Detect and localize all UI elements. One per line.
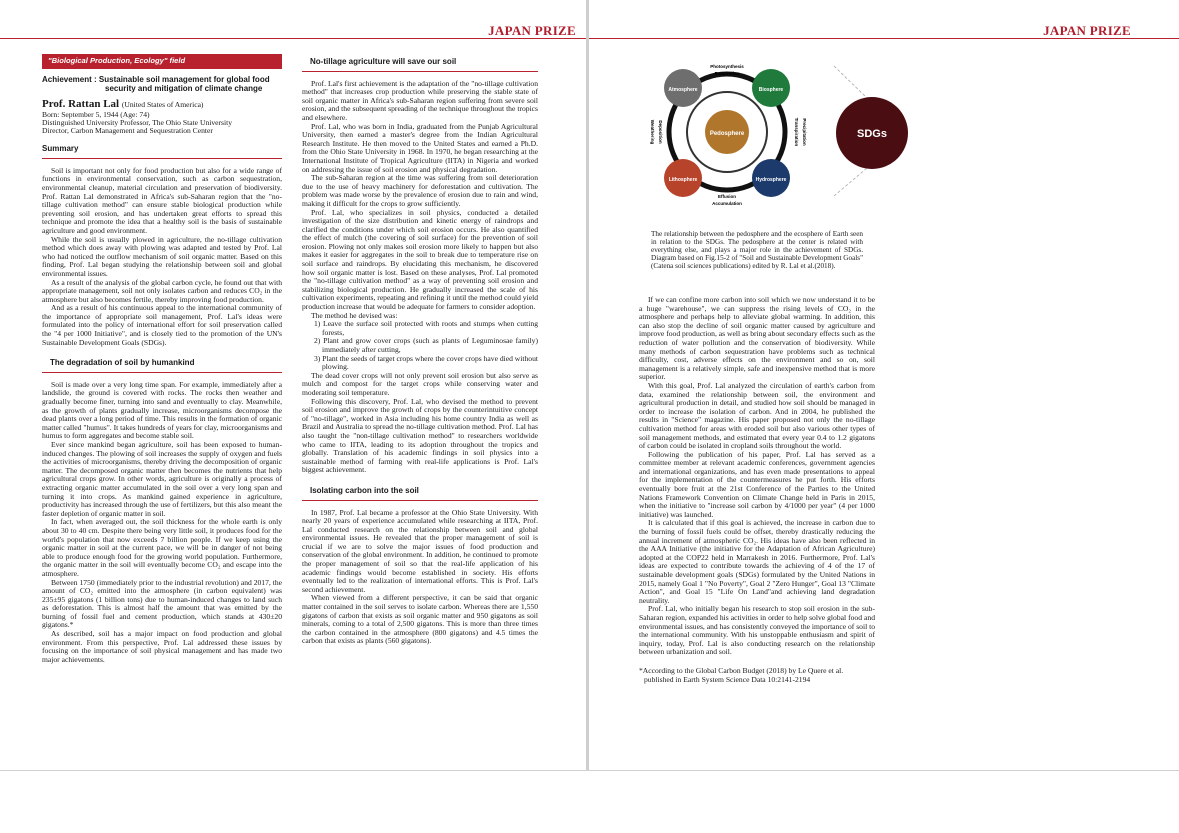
cycle-label-right-1: Transpiration	[794, 117, 799, 147]
summary-heading: Summary	[42, 141, 282, 159]
notillage-paragraph: Prof. Lal, who specializes in soil physics, conducted a detailed investigation of the size distribution and kinetic energy of raindrops and clarified the conditions under which soil erosion occurs. He also quantified the effect of mulch (the covering of soil surface) for the prevention of soil erosion. Plowing not only makes soil erosion more likely to happen but also makes it easier for aggregates in the soil to break due to temperature rise on soil surface and raindrops. By elucidating this mechanism, he discovered how soil organic matter is lost. Based on these analyses, Prof. Lal promoted the "no-tillage cultivation method" as a way of preventing soil erosion and stabilizing biological production. He gradually increased the scale of his cultivation experiments, repeating and refining it until the method could yield production increase that would be adequate for farmers to consider adoption.	[302, 207, 538, 312]
method-list	[302, 320, 538, 372]
laureate-info	[42, 111, 282, 136]
notillage-paragraph: The method he devised was:	[311, 310, 398, 320]
field-label: "Biological Production, Ecology" field	[42, 54, 282, 69]
cycle-label-left-2: Weathering	[650, 119, 655, 145]
notillage-paragraph: The dead cover crops will not only prevent soil erosion but also serve as mulch and compost for the target crops while conserving water and moderating soil temperature.	[302, 370, 538, 397]
right-column-1	[639, 296, 875, 684]
biosphere-label: Biosphere	[758, 87, 784, 93]
brand-logo-left: JAPAN PRIZE	[488, 23, 576, 38]
laureate-title-1: Distinguished University Professor, The Ohio State University	[42, 117, 233, 127]
laureate-born: Born: September 5, 1944 (Age: 74)	[42, 109, 150, 119]
list-item: 2) Plant and grow cover crops (such as plants of Leguminosae family) immediately after cutting,	[314, 336, 538, 354]
summary-paragraph: As a result of the analysis of the global carbon cycle, he found out that with appropriate management, soil not only isolates carbon and reduces CO₂ in the atmosphere but also becomes fertile, thereby improving food production.	[42, 277, 282, 304]
cycle-label-left-1: Deposition	[658, 120, 663, 144]
list-item: 1) Leave the surface soil protected with roots and stumps when cutting forests,	[314, 319, 538, 337]
notillage-paragraph: Following this discovery, Prof. Lal, who devised the method to prevent soil erosion and improve the growth of crops by the counterintuitive concept of "no-tillage", worked in Asia including his home country India as well as Brazil and Australia to spread the no-tillage cultivation method. Prof. Lal has also taught the "non-tillage cultivation method" to researchers worldwide who came to IITA, leading to its adoption throughout the tropics and globally. Translation of his academic findings in soil physics into a sustainable method of farming with real-life applications is Prof. Lal's biggest achievement.	[302, 396, 538, 475]
degradation-paragraph: Between 1750 (immediately prior to the industrial revolution) and 2017, the amount of CO₂ emitted into the atmosphere (in carbon equivalent) was 235±95 gigatons (1 billion tons) due to human-induced changes to land such as deforestation. This is almost half the amount that was emitted by the burning of fossil fuel and cement production, which stands at 430±20 gigatons.*	[42, 577, 282, 630]
laureate-name-text: Prof. Rattan Lal	[42, 97, 120, 110]
isolating-paragraph: If we can confine more carbon into soil which we now understand it to be a huge "warehouse", we can suppress the rising levels of CO₂ in the atmosphere and perhaps help to alleviate global warming. In addition, this can also stop the decline of soil organic matter caused by agriculture and improve food production, as well as bring about secondary effects such as the reduction of water pollution and the conservation of biodiversity. While many methods of carbon sequestration have problems such as technical difficulty, cost, adverse effects on the environment and so on, soil management is a relatively simple, safe and inexpensive method that is more superior.	[639, 295, 875, 382]
summary-paragraph: And as a result of his continuous appeal to the international community of the importance of appropriate soil management, Prof. Lal's ideas were formulated into the policy of international effort for soil preservation called the "4 per 1000 Initiative", and is closely tied to the promotion of the UN's Sustainable Development Goals (SDGs).	[42, 303, 282, 347]
isolating-paragraph: It is calculated that if this goal is achieved, the increase in carbon due to the burning of fossil fuels could be offset, thereby drastically reducing the annual increment of atmospheric CO₂. His ideas have also been reflected in the AAA Initiative (the initiative for the Adaptation of African Agriculture) adopted at the COP22 held in Marrakesh in 2016. Furthermore, Prof. Lal's ideas are expected to contribute towards the achieving of 4 of the 17 of sustainable development goals (SDGs) formulated by the United Nations in 2015, namely Goal 1 "No Poverty", Goal 2 "Zero Hunger", Goal 13 "Climate Action", and Goal 15 "Life On Land"and achieving land degradation neutrality.	[639, 518, 875, 605]
diagram-caption: The relationship between the pedosphere and the ecosphere of Earth seen in relation to the SDGs. The pedosphere at the center is related with everything else, and plays a major role in the achievement of SDGs. Diagram based on Fig.15-2 of "Soil and Sustainable Development Goals" (Catena soil sciences publications) edited by R. Lal et al.(2018).	[651, 230, 863, 270]
cycle-label-top-1: Photosynthesis	[710, 64, 744, 69]
atmosphere-label: Atmosphere	[668, 87, 698, 93]
right-page	[589, 8, 1179, 770]
degradation-paragraph: Soil is made over a very long time span. For example, immediately after a landslide, the ground is covered with rocks. The rocks then weather and gradually become finer, turning into sand and eventually to clay. Meanwhile, as the growth of plants gradually increase, microorganisms decompose the dead plants over a long period of time. This results in the formation of organic matter called "humus". It takes hundreds of years for clay, microorganisms and humus to form aggregates and become stable soil.	[42, 379, 282, 441]
notillage-heading: No-tillage agriculture will save our soil	[302, 54, 538, 72]
summary-paragraph: While the soil is usually plowed in agriculture, the no-tillage cultivation method which does away with plowing was adapted and tested by Prof. Lal who had noticed the outflow mechanism of soil organic matter. Based on this finding, Prof. Lal began studying the relationship between soil and global environmental issues.	[42, 234, 282, 278]
list-item: 3) Plant the seeds of target crops where the cover crops have died without plowing.	[314, 353, 539, 372]
notillage-paragraph: The sub-Saharan region at the time was suffering from soil deterioration due to the use of heavy machinery for deforestation and cultivation. The problem was made worse by the prevalence of erosion due to rain and wind, making it difficult for the crops to grow sufficiently.	[302, 173, 538, 208]
left-page	[0, 8, 586, 770]
footnote-line-2: published in Earth System Science Data 10:2141-2194	[644, 674, 811, 684]
degradation-heading: The degradation of soil by humankind	[42, 355, 282, 373]
cycle-label-bottom-2: Accumulation	[712, 201, 742, 206]
lithosphere-label: Lithosphere	[668, 177, 698, 183]
laureate-title-2: Director, Carbon Management and Sequestration Center	[42, 126, 213, 135]
isolating-heading: Isolating carbon into the soil	[302, 483, 538, 501]
summary-paragraph: Soil is important not only for food production but also for a wide range of functions in environmental conservation, such as carbon sequestration, environmental cleanup, material circulation and preservation of biodiversity. Prof. Rattan Lal demonstrated in Africa's sub-Saharan region that the "no-tillage cultivation method" can ensure stable biological production while preventing soil erosion, and has undertaken great efforts to spread this technique and promote the idea that a healthy soil is the basis of sustainable agriculture and good environment.	[42, 165, 282, 235]
brand-logo-right: JAPAN PRIZE	[1043, 23, 1131, 38]
cycle-label-bottom-1: Effusion	[718, 194, 736, 199]
notillage-paragraph: Prof. Lal's first achievement is the adaptation of the "no-tillage cultivation method" that increases crop production while preserving the stable state of soil organic matter in Africa's sub-Saharan region suffering from severe soil erosion, and the subsequent spreading of the technique throughout the tropics and elsewhere.	[302, 78, 538, 122]
footnote-line-1: *According to the Global Carbon Budget (2018) by Le Quere et al.	[639, 665, 844, 675]
pedosphere-diagram	[629, 38, 929, 228]
laureate-name	[42, 98, 282, 111]
hydrosphere-label: Hydrosphere	[755, 177, 787, 183]
notillage-paragraph: Prof. Lal, who was born in India, graduated from the Punjab Agricultural University, then earned a master's degree from the Indian Agricultural Research Institute. He then moved to the United States and earned a Ph.D. from the Ohio State University in 1968. In 1970, he began researching at the International Institute of Tropical Agriculture (IITA) in Nigeria and worked on addressing the issue of soil erosion and physical degradation.	[302, 121, 538, 174]
cycle-label-right-2: Precipitation	[802, 118, 807, 146]
achievement-heading	[42, 75, 282, 93]
laureate-country: (United States of America)	[121, 99, 204, 109]
degradation-paragraph: Ever since mankind began agriculture, soil has been exposed to human-induced changes. The plowing of soil increases the supply of oxygen and fuels the activities of microorganisms, thereby driving the decomposition of organic matter. The decomposed organic matter then becomes the nutrients that help agricultural crops grow. In other words, agriculture is originally a process of extracting organic matter accumulated in the soil over a very long span and turning it into crops. As mankind gained experience in agriculture, productivity has increased through the use of fertilizers, but this also meant the faster depletion of organic matter in soil.	[42, 440, 282, 518]
left-column-1	[42, 54, 282, 664]
sdgs-label: SDGs	[857, 128, 887, 140]
footnote	[639, 667, 875, 684]
isolating-paragraph: With this goal, Prof. Lal analyzed the circulation of earth's carbon from data, examined the relationship between soil, the environment and agricultural production in detail, and studied how soil should be managed in order to increase the isolation of carbon. And in 2004, he published the results in "Science" magazine. His paper proposed not only the no-tillage cultivation method for areas with eroded soil but also various other types of soil management methods, and estimated that every year 0.4 to 1.2 gigatons of carbon could be isolated in cropland soils throughout the world.	[639, 380, 875, 451]
connector-line	[834, 168, 867, 196]
bottom-area	[0, 771, 1179, 833]
isolating-paragraph: Prof. Lal, who initially began his research to stop soil erosion in the sub-Saharan region, expanded his activities in order to help solve global food and environmental issues, and has consistently conveyed the importance of soil to the international community. With his unstoppable enthusiasm and spirit of inquiry, today, Prof. Lal is also conducting research on the relationship between urbanization and soil.	[639, 604, 875, 657]
cycle-label-top-2: Respiration	[714, 71, 740, 76]
degradation-paragraph: As described, soil has a major impact on food production and global environment. From this perspective, Prof. Lal addressed these issues by focusing on the importance of soil physical management and has made two major achievements.	[42, 629, 282, 664]
isolating-paragraph: Following the publication of his paper, Prof. Lal has served as a committee member at relevant academic conferences, government agencies and international organizations, and has even made presentations to appeal for the implementation of the countermeasures he put forth. His efforts eventually bore fruit at the 21st Conference of the Parties to the United Nations Framework Convention on Climate Change held in Paris in 2015, when the initiative to "increase soil carbon by 4/1000 per year" (4 per 1000 initiative) was launched.	[639, 449, 875, 519]
achievement-line-1: Achievement : Sustainable soil management for global food	[42, 74, 270, 84]
achievement-line-2: security and mitigation of climate change	[105, 83, 263, 93]
pedosphere-label: Pedosphere	[709, 131, 745, 137]
connector-line	[834, 66, 867, 98]
isolating-paragraph: In 1987, Prof. Lal became a professor at the Ohio State University. With nearly 20 years of experience accumulated while researching at IITA, Prof. Lal conducted research on the relationship between soil and global environmental issues. He revealed that the proper management of soil is crucial if we are to solve the major issues of food production and conservation of the global environment. In addition, he continued to promote the proper management of soil so that the real-life application of his academic findings would become established in society. His efforts eventually led to the realization of international efforts. This is Prof. Lal's second achievement.	[302, 507, 538, 594]
degradation-paragraph: In fact, when averaged out, the soil thickness for the whole earth is only about 30 to 40 cm. Despite there being very little soil, it produces food for the world's population that now exceeds 7 billion people. If we keep using the organic matter in soil at the current pace, we will be in danger of not being able to produce enough food for the growing world population. Furthermore, the organic matter in the soil will eventually become CO₂ and escape into the atmosphere.	[42, 517, 282, 578]
isolating-paragraph: When viewed from a different perspective, it can be said that organic matter contained in the soil serves to isolate carbon. Whereas there are 1,550 gigatons of carbon that exists as soil organic matter and 950 gigatons as soil minerals, coming to a total of 2,500 gigatons. This is more than three times the carbon contained in the atmosphere (800 gigatons) and 4.5 times the carbon that exists as plants (560 gigatons).	[302, 593, 538, 646]
left-column-2	[302, 54, 538, 646]
